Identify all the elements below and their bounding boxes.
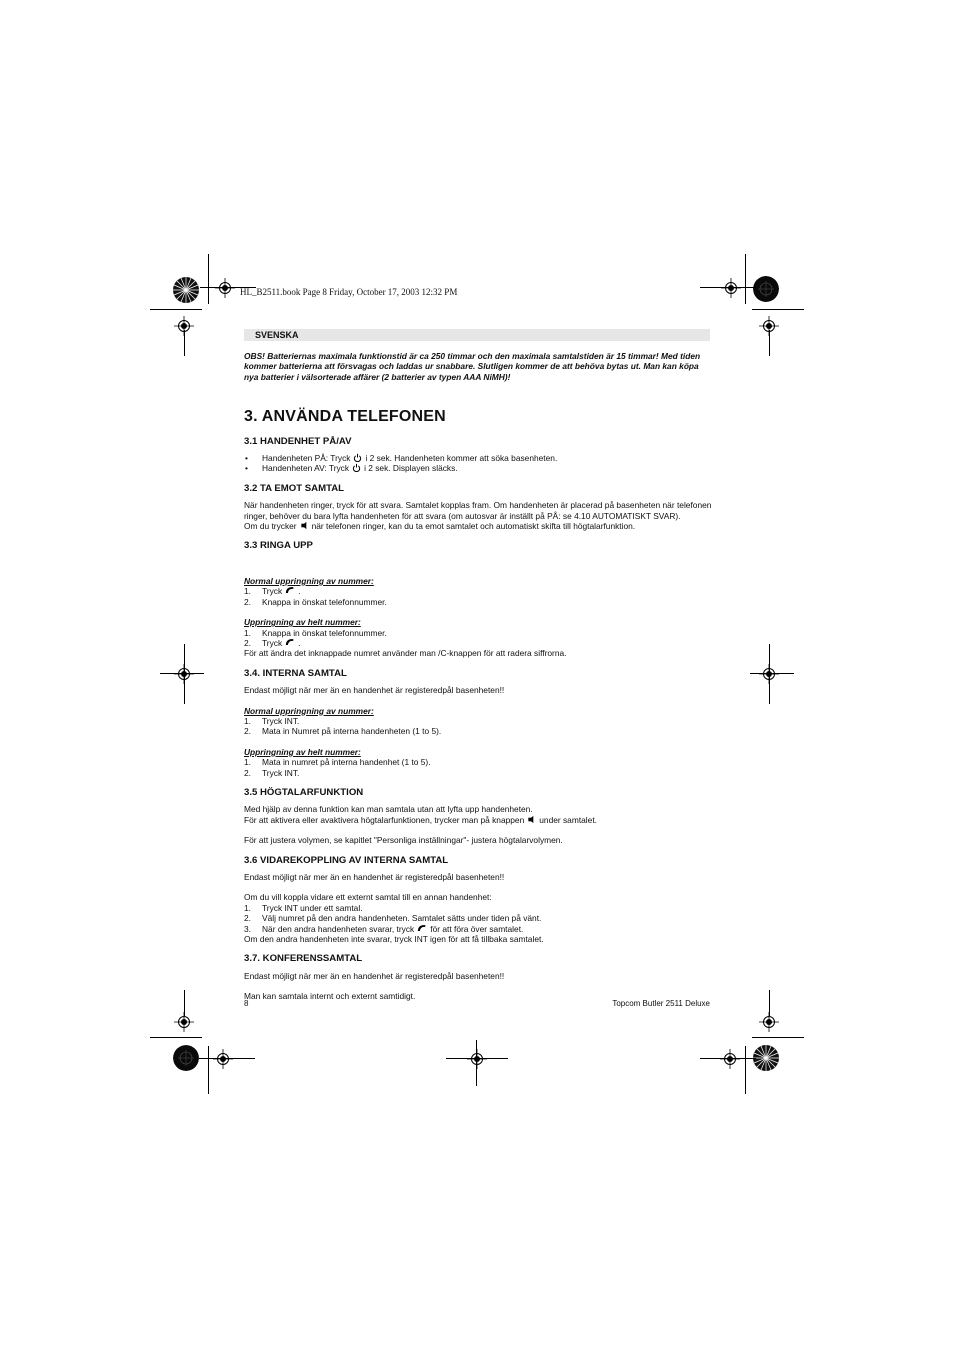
- paragraph: [244, 521, 714, 531]
- item-text: i 2 sek. Handenheten kommer att söka basenheten.: [365, 453, 558, 464]
- crosshair-mark-icon: [720, 1049, 740, 1069]
- crop-line: [769, 990, 770, 1016]
- item-text: Tryck INT under ett samtal.: [262, 902, 363, 913]
- bullet: •: [245, 453, 248, 464]
- numbered-list: [244, 628, 714, 649]
- power-key-icon: [352, 463, 361, 472]
- subheading: Uppringning av helt nummer:: [244, 617, 361, 628]
- crop-line: [750, 673, 794, 674]
- list-item: [244, 716, 714, 726]
- chapter-title: 3. ANVÄNDA TELEFONEN: [244, 408, 446, 426]
- crop-line: [208, 1046, 209, 1094]
- section-title: 3.4. INTERNA SAMTAL: [244, 667, 347, 679]
- talk-key-icon: [285, 638, 295, 647]
- crop-line: [700, 1058, 756, 1059]
- item-text: När den andra handenheten svarar, tryck: [262, 923, 415, 934]
- section-3-3: [244, 541, 714, 658]
- crop-line: [752, 309, 804, 310]
- paragraph: Endast möjligt när mer än en handenhet är registeredpål basenheten!!: [244, 872, 505, 882]
- list-item: [244, 463, 714, 473]
- numbered-list: [244, 716, 714, 737]
- item-text: Knappa in önskat telefonnummer.: [262, 596, 387, 607]
- list-item: [244, 768, 714, 778]
- item-text: för att föra över samtalet.: [430, 923, 524, 934]
- item-number: 2.: [244, 913, 251, 924]
- paragraph-text: under samtalet.: [539, 814, 597, 825]
- item-text: Mata in numret på interna handenhet (1 to 5).: [262, 757, 431, 768]
- section-3-4: [244, 669, 714, 778]
- item-text: Tryck INT.: [262, 715, 300, 726]
- item-number: 2.: [244, 726, 251, 737]
- subheading: Normal uppringning av nummer:: [244, 705, 374, 716]
- registration-rosette-icon: [752, 1044, 780, 1072]
- numbered-list: [244, 757, 714, 778]
- list-item: [244, 757, 714, 767]
- item-number: 2.: [244, 637, 251, 648]
- subheading: Normal uppringning av nummer:: [244, 575, 374, 586]
- item-text: Tryck: [262, 637, 283, 648]
- registration-disc-icon: [173, 1045, 199, 1071]
- item-number: 2.: [244, 767, 251, 778]
- item-number: 3.: [244, 923, 251, 934]
- section-3-1: [244, 437, 714, 474]
- crop-line: [769, 330, 770, 356]
- page-number: 8: [244, 999, 249, 1008]
- section-3-2: [244, 484, 714, 532]
- punctuation: .: [298, 637, 301, 648]
- crop-line: [208, 254, 209, 304]
- list-item: [244, 638, 714, 648]
- item-number: 1.: [244, 757, 251, 768]
- crop-line: [745, 254, 746, 304]
- paragraph-text: Om du trycker: [244, 521, 297, 532]
- item-text: i 2 sek. Displayen släcks.: [364, 463, 458, 474]
- item-number: 2.: [244, 596, 251, 607]
- list-item: [244, 903, 714, 913]
- section-title: 3.7. KONFERENSSAMTAL: [244, 953, 363, 965]
- section-title: 3.2 TA EMOT SAMTAL: [244, 482, 345, 494]
- registration-rosette-icon: [172, 276, 200, 304]
- section-3-6: [244, 856, 714, 945]
- item-text: Tryck INT.: [262, 767, 300, 778]
- paragraph: Man kan samtala internt och externt samtidigt.: [244, 991, 416, 1002]
- item-number: 1.: [244, 902, 251, 913]
- speaker-key-icon: [527, 815, 536, 824]
- section-title: 3.1 HANDENHET PÅ/AV: [244, 435, 352, 447]
- power-key-icon: [353, 453, 362, 462]
- item-text: Välj numret på den andra handenheten. Samtalet sätts under tiden på vänt.: [262, 913, 542, 924]
- section-title: 3.3 RINGA UPP: [244, 540, 313, 552]
- paragraph: Om den andra handenheten inte svarar, tryck INT igen för att få tillbaka samtalet.: [244, 934, 544, 945]
- item-text: Handenheten PÅ: Tryck: [262, 453, 351, 464]
- paragraph: Med hjälp av denna funktion kan man samtala utan att lyfta upp handenheten.: [244, 804, 533, 815]
- speaker-key-icon: [300, 521, 309, 530]
- section-3-7: [244, 954, 714, 1001]
- bullet: •: [245, 463, 248, 474]
- item-text: Tryck: [262, 586, 283, 597]
- item-text: Handenheten AV: Tryck: [262, 463, 350, 474]
- crosshair-mark-icon: [215, 278, 235, 298]
- crop-line: [184, 990, 185, 1016]
- crop-line: [446, 1058, 508, 1059]
- crosshair-mark-icon: [467, 1049, 487, 1069]
- section-title: 3.6 VIDAREKOPPLING AV INTERNA SAMTAL: [244, 854, 449, 866]
- language-label: SVENSKA: [255, 330, 299, 340]
- paragraph: Om du vill koppla vidare ett externt samtal till en annan handenhet:: [244, 892, 492, 903]
- list-item: [244, 586, 714, 596]
- paragraph: [244, 815, 714, 825]
- list-item: [244, 913, 714, 923]
- list-item: [244, 453, 714, 463]
- crop-line: [184, 644, 185, 704]
- numbered-list: [244, 903, 714, 934]
- crop-line: [700, 287, 756, 288]
- talk-key-icon: [417, 924, 427, 933]
- crop-line: [769, 644, 770, 704]
- paragraph: För att ändra det inknappade numret använder man /C-knappen för att radera siffrorna.: [244, 648, 567, 659]
- section-3-5: [244, 788, 714, 846]
- book-info-line: HL_B2511.book Page 8 Friday, October 17, 2003 12:32 PM: [240, 287, 458, 297]
- crop-line: [150, 1037, 202, 1038]
- crop-line: [745, 1046, 746, 1094]
- list-item: [244, 924, 714, 934]
- language-bar: [244, 329, 710, 341]
- crop-line: [150, 309, 202, 310]
- page-content: [244, 351, 714, 1002]
- punctuation: .: [298, 586, 301, 597]
- product-name: Topcom Butler 2511 Deluxe: [612, 999, 710, 1008]
- crop-line: [160, 673, 204, 674]
- obs-note: OBS! Batteriernas maximala funktionstid är ca 250 timmar och den maximala samtalstiden är 15 timmar! Med tiden kommer batterierna att försvagas och laddas ur snabbare. Slutligen kommer de att behöva bytas ut. Man kan köpa nya batterier i välsorterade affärer (2 batterier av typen AAA NiMH)!: [244, 351, 701, 382]
- crop-line: [752, 1037, 804, 1038]
- item-text: Mata in Numret på interna handenheten (1 to 5).: [262, 726, 442, 737]
- paragraph: När handenheten ringer, tryck för att svara. Samtalet kopplas fram. Om handenheten är placerad på basenheten när telefonen ringer, behöver du bara lyfta handenheten för att svara (om autosvar är inställt på PÅ: se 4.10 AUTOMATISKT SVAR).: [244, 500, 712, 521]
- crosshair-mark-icon: [721, 278, 741, 298]
- list-item: [244, 628, 714, 638]
- subheading: Uppringning av helt nummer:: [244, 746, 361, 757]
- item-number: 1.: [244, 715, 251, 726]
- registration-disc-icon: [753, 276, 779, 302]
- paragraph: Endast möjligt när mer än en handenhet är registeredpål basenheten!!: [244, 685, 505, 696]
- talk-key-icon: [285, 586, 295, 595]
- crosshair-mark-icon: [213, 1049, 233, 1069]
- numbered-list: [244, 586, 714, 607]
- item-number: 1.: [244, 627, 251, 638]
- section-title: 3.5 HÖGTALARFUNKTION: [244, 786, 364, 798]
- paragraph-text: För att aktivera eller avaktivera högtalarfunktionen, trycker man på knappen: [244, 814, 525, 825]
- paragraph-text: när telefonen ringer, kan du ta emot samtalet och automatiskt skifta till högtalarfunktion.: [311, 521, 636, 532]
- crop-line: [476, 1040, 477, 1086]
- item-text: Knappa in önskat telefonnummer.: [262, 627, 387, 638]
- crop-line: [199, 1058, 255, 1059]
- paragraph: För att justera volymen, se kapitlet "Personliga inställningar"- justera högtalarvolymen.: [244, 835, 563, 846]
- list-item: [244, 597, 714, 607]
- list-item: [244, 726, 714, 736]
- crop-line: [184, 330, 185, 356]
- item-number: 1.: [244, 586, 251, 597]
- paragraph: Endast möjligt när mer än en handenhet är registeredpål basenheten!!: [244, 970, 505, 981]
- bullet-list: [244, 453, 714, 474]
